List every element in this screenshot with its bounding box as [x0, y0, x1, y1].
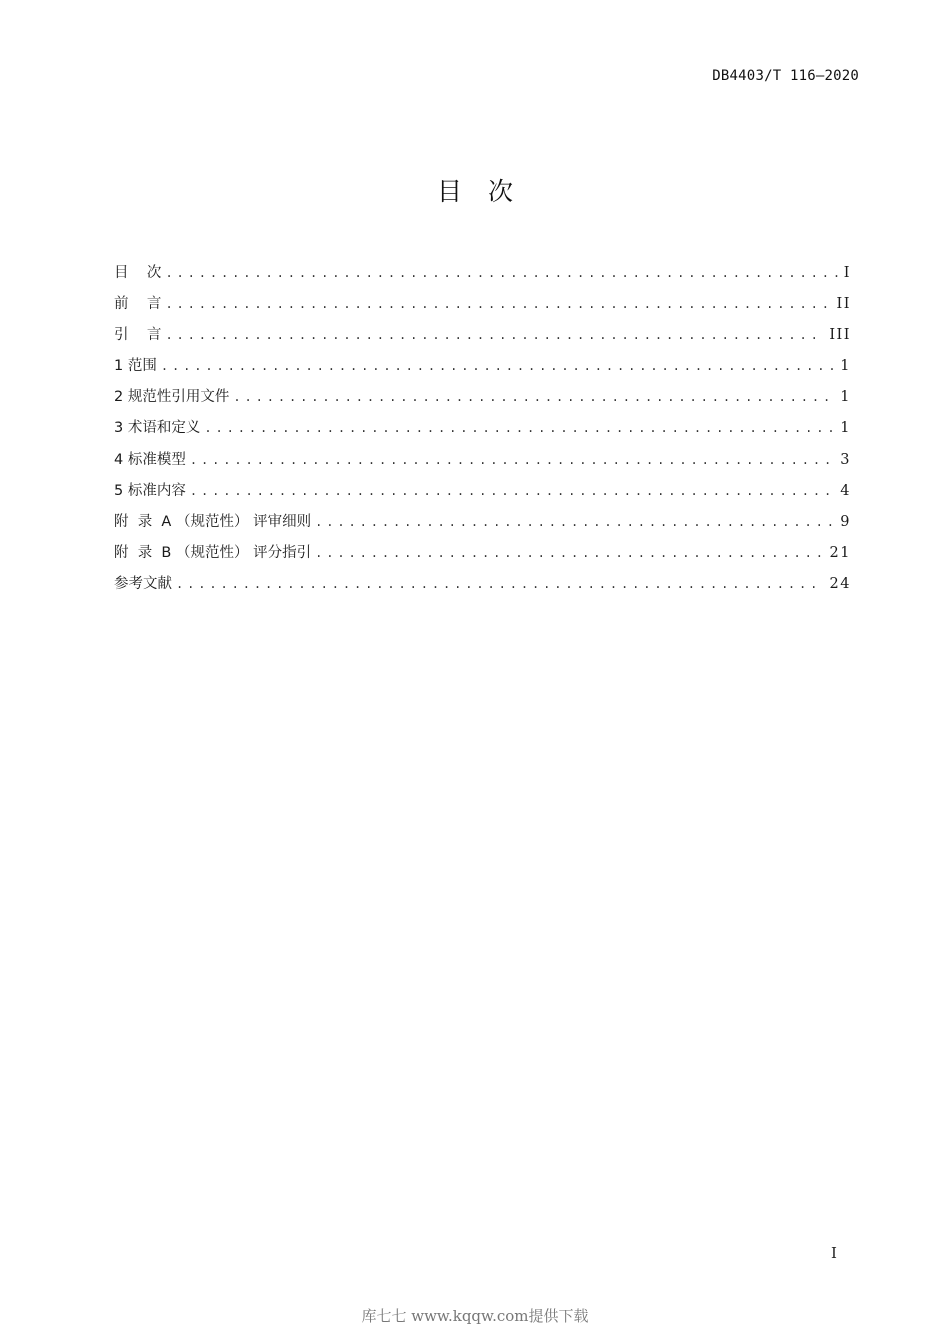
toc-entry-page: 4 [840, 482, 851, 499]
dot-leader [315, 540, 823, 566]
toc-entry-introduction[interactable] [114, 322, 851, 353]
dot-leader [165, 260, 837, 286]
toc-entry-label: 前 言 [114, 296, 162, 313]
title-char-1: 目 [436, 177, 462, 206]
toc-entry-appendix-b[interactable] [114, 540, 851, 571]
toc-entry-foreword[interactable] [114, 291, 851, 322]
toc-entry-page: 1 [840, 358, 851, 375]
dot-leader [190, 478, 834, 504]
toc-entry-page: III [829, 327, 851, 344]
toc-entry-bibliography[interactable] [114, 571, 851, 602]
toc-entry-label: 附 录 A （规范性） 评审细则 [114, 513, 312, 530]
download-watermark: 库七七 www.kqqw.com提供下载 [361, 1307, 589, 1325]
toc-entry-page: 24 [829, 575, 851, 592]
toc-entry-page: 3 [840, 451, 851, 468]
toc-entry-standard-content[interactable] [114, 478, 851, 509]
title-char-2: 次 [488, 177, 514, 206]
page-number: I [831, 1244, 837, 1262]
dot-leader [165, 291, 830, 317]
toc-entry-contents[interactable] [114, 260, 851, 291]
dot-leader [233, 384, 834, 410]
dot-leader [190, 447, 834, 473]
toc-entry-page: 1 [840, 389, 851, 406]
toc-entry-page: 21 [829, 544, 851, 561]
toc-entry-label: 4 标准模型 [114, 451, 186, 468]
toc-entry-label: 2 规范性引用文件 [114, 389, 230, 406]
toc-entry-label: 参考文献 [114, 575, 172, 592]
page-title [0, 172, 950, 208]
toc-entry-label: 引 言 [114, 327, 162, 344]
document-code: DB4403/T 116—2020 [712, 68, 859, 84]
toc-entry-standard-model[interactable] [114, 447, 851, 478]
toc-entry-page: 1 [840, 420, 851, 437]
dot-leader [204, 415, 834, 441]
dot-leader [161, 353, 834, 379]
toc-entry-terms-definitions[interactable] [114, 415, 851, 446]
toc-entry-page: I [843, 265, 851, 281]
toc-entry-label: 1 范围 [114, 358, 157, 375]
toc-entry-label: 5 标准内容 [114, 482, 186, 499]
toc-entry-label: 目 次 [114, 265, 162, 281]
table-of-contents [114, 260, 851, 602]
dot-leader [165, 322, 823, 348]
toc-entry-label: 附 录 B （规范性） 评分指引 [114, 544, 312, 561]
toc-entry-scope[interactable] [114, 353, 851, 384]
toc-entry-appendix-a[interactable] [114, 509, 851, 540]
toc-entry-label: 3 术语和定义 [114, 420, 201, 437]
dot-leader [176, 571, 824, 597]
toc-entry-page: 9 [840, 513, 851, 530]
toc-entry-page: II [836, 296, 851, 313]
dot-leader [315, 509, 834, 535]
toc-entry-normative-references[interactable] [114, 384, 851, 415]
